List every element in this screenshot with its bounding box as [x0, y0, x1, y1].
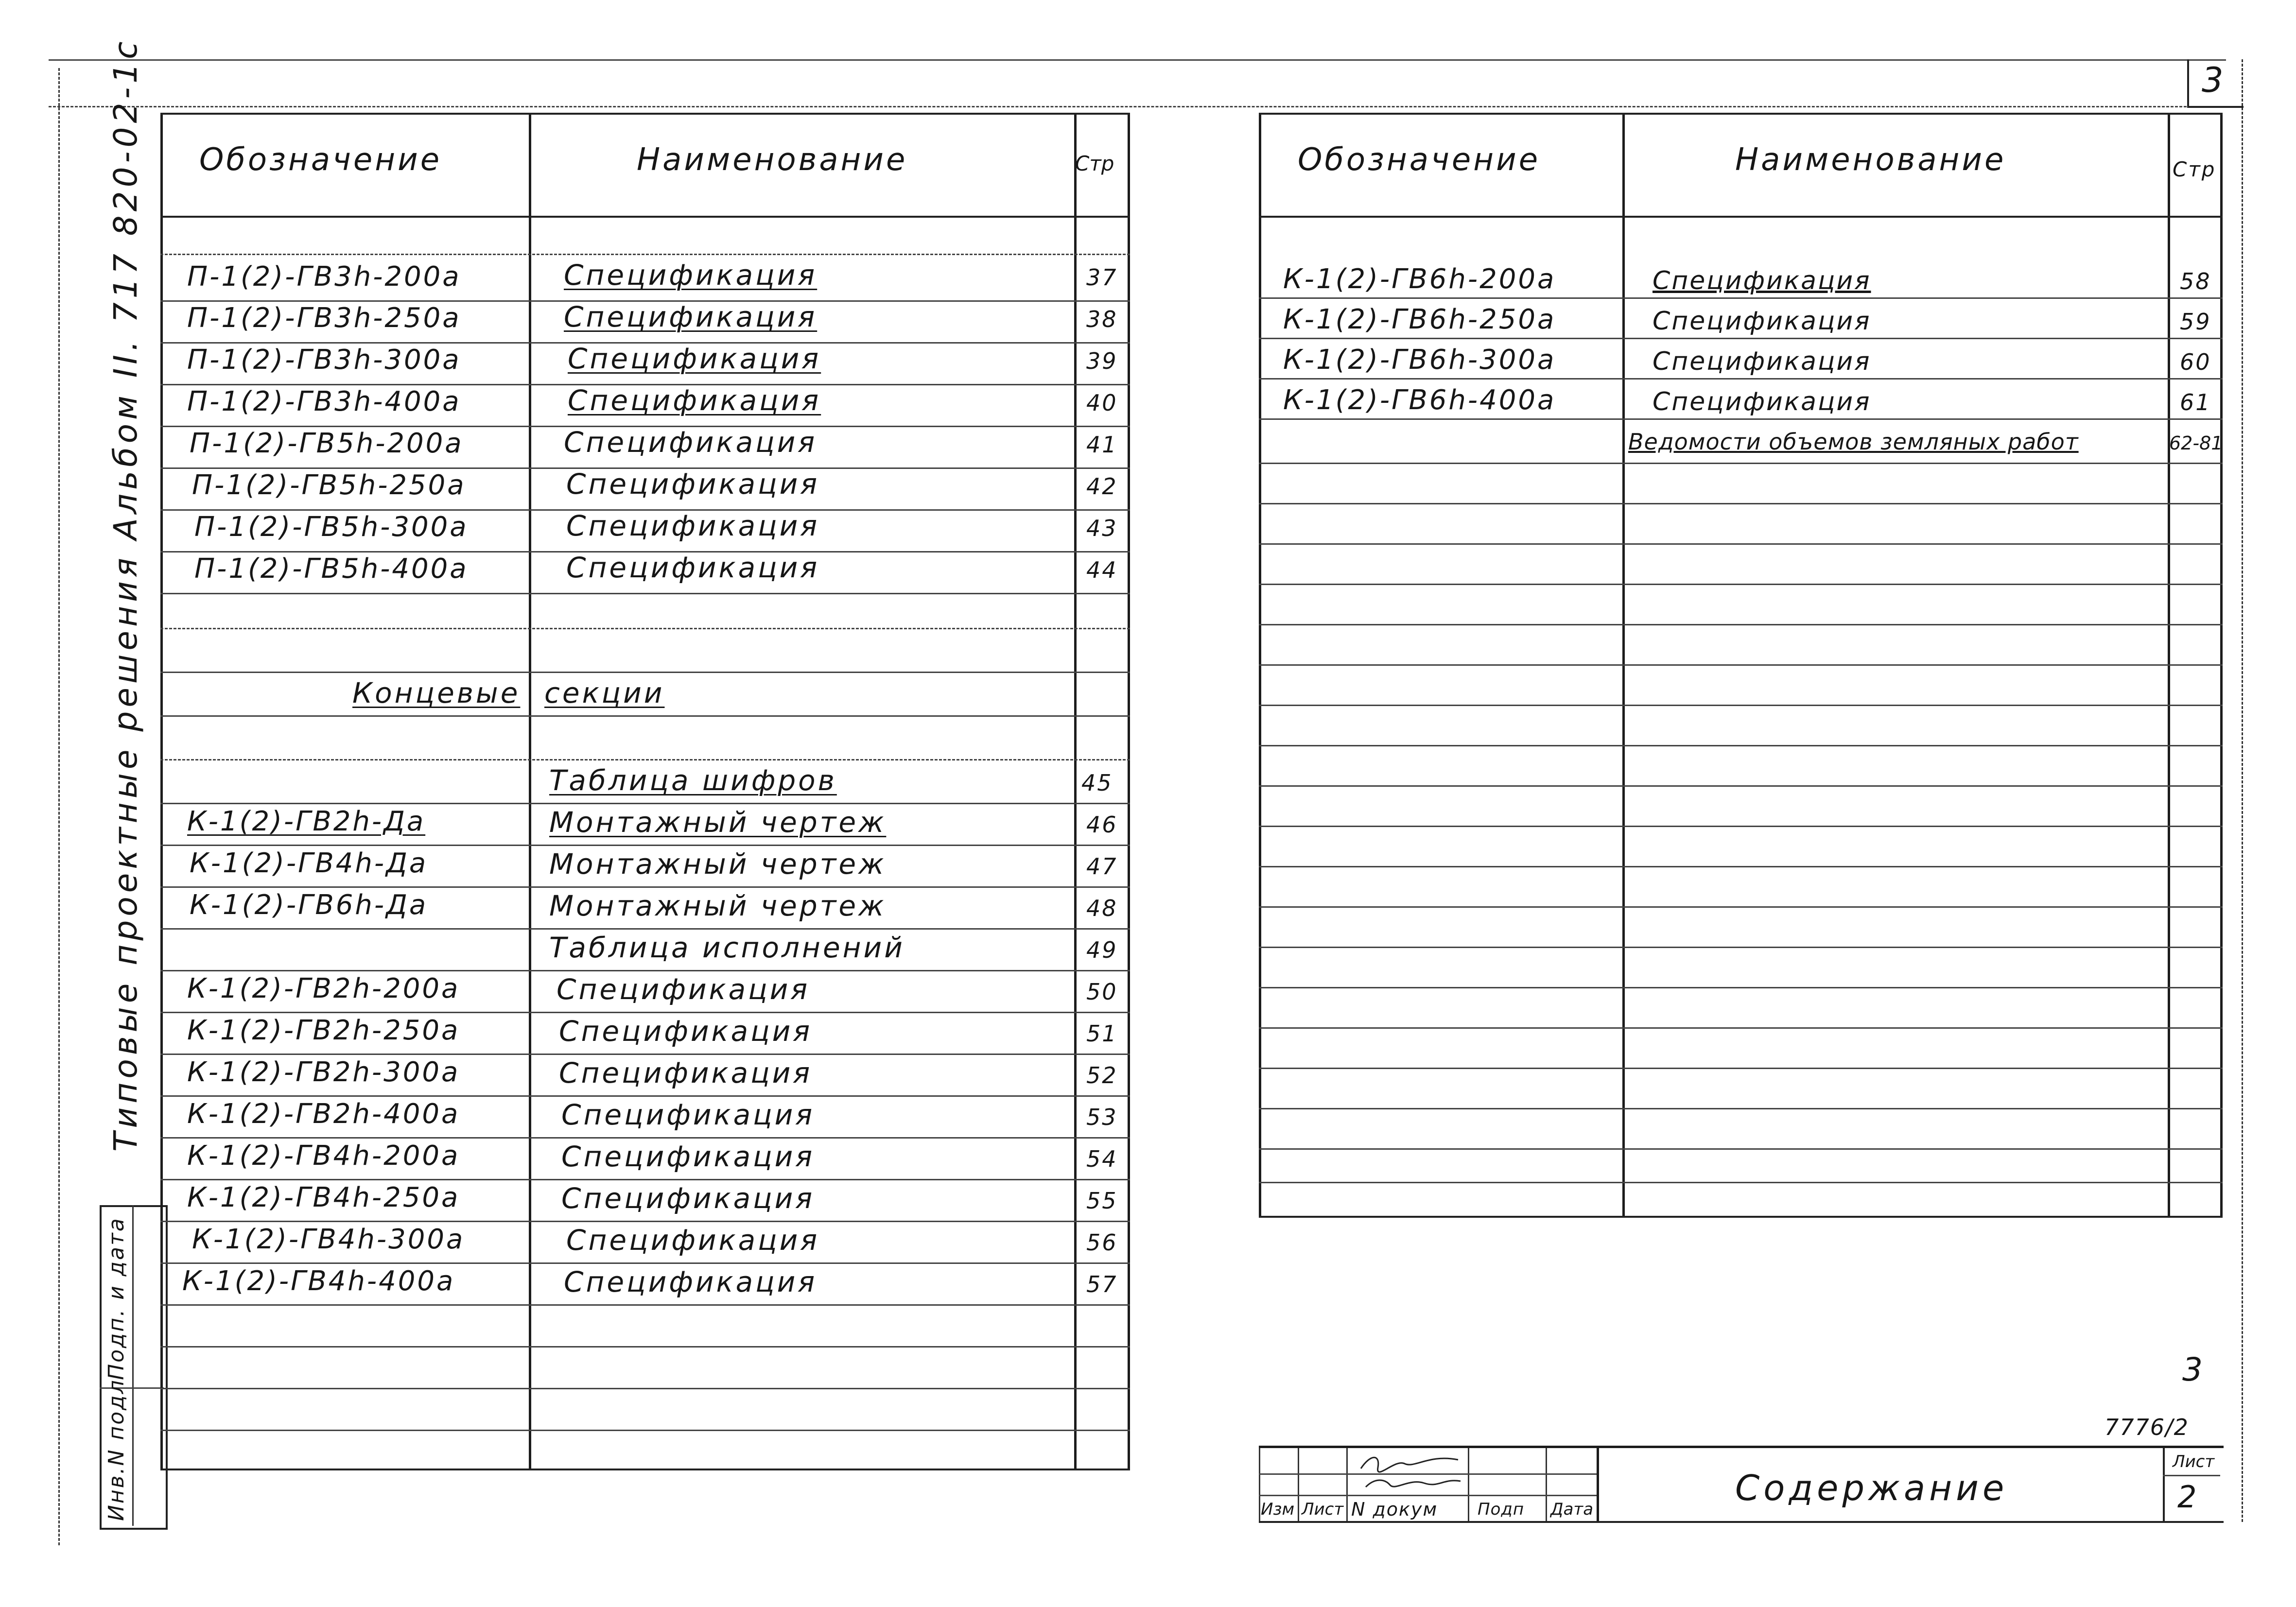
title-block: [1259, 1446, 2224, 1523]
table-row-page: 37: [1086, 264, 1118, 291]
left-table-col-code: [529, 113, 531, 1469]
table-row-code: П-1(2)-ГВ5h-250а: [192, 469, 466, 501]
frame-top: [49, 59, 2226, 61]
row-rule: [160, 672, 1130, 673]
tb-col-list: Лист: [1302, 1500, 1344, 1519]
table-row-name: Спецификация: [1652, 387, 1871, 416]
row-rule: [1259, 906, 2223, 908]
table-row-name: Таблица исполнений: [549, 931, 905, 964]
row-rule: [1259, 987, 2223, 988]
table-row-name: Спецификация: [1652, 266, 1871, 295]
left-table-blank-row: [160, 254, 1130, 255]
row-rule: [160, 1346, 1130, 1348]
row-rule: [160, 1304, 1130, 1306]
table-row-code: К-1(2)-ГВ6h-300а: [1283, 344, 1556, 376]
tb-col-doc: N докум: [1351, 1499, 1438, 1520]
table-row-name: Спецификация: [1652, 307, 1871, 336]
table-row-page: 40: [1086, 390, 1118, 416]
table-row-name: Спецификация: [568, 342, 821, 375]
table-row-page: 44: [1086, 557, 1118, 583]
table-row-code: П-1(2)-ГВ3h-200а: [187, 261, 461, 293]
table-row-page: 45: [1081, 770, 1113, 796]
table-row-code: К-1(2)-ГВ2h-300а: [187, 1056, 460, 1088]
row-rule: [1259, 503, 2223, 504]
row-rule: [1259, 947, 2223, 948]
right-header-designation: Обозначение: [1298, 142, 1541, 178]
right-table: [1259, 113, 2224, 1216]
table-row-code: К-1(2)-ГВ2h-Да: [187, 806, 426, 837]
table-row-code: К-1(2)-ГВ4h-Да: [190, 847, 428, 879]
row-rule: [1259, 543, 2223, 545]
table-row-code: К-1(2)-ГВ6h-250а: [1283, 304, 1556, 335]
tb-div: [1546, 1448, 1547, 1521]
table-row-name: Спецификация: [1652, 347, 1871, 376]
tb-col-izm: Изм: [1261, 1500, 1295, 1519]
stamp-label-inv: Инв.N подл: [104, 1379, 129, 1521]
spine-title: Типовые проектные решения Альбом II. 717 820-02-1с: [107, 37, 144, 1152]
row-rule: [160, 1430, 1130, 1431]
row-rule: [1259, 705, 2223, 706]
sheet-value: 2: [2177, 1479, 2198, 1515]
table-row-page: 54: [1086, 1146, 1118, 1172]
table-row-name: Спецификация: [557, 973, 810, 1006]
row-rule: [160, 1054, 1130, 1055]
row-rule: [1259, 866, 2223, 867]
table-row-name: Спецификация: [566, 551, 820, 584]
table-row-page: 38: [1086, 306, 1118, 332]
row-rule: [160, 628, 1130, 629]
right-header-page: Стр: [2173, 157, 2216, 181]
left-table-col-left: [160, 113, 163, 1469]
row-rule: [160, 1012, 1130, 1013]
row-rule: [160, 1262, 1130, 1264]
row-rule: [160, 970, 1130, 971]
document-title: Содержание: [1735, 1468, 2008, 1508]
table-row-name: Спецификация: [566, 509, 820, 542]
table-row-code: П-1(2)-ГВ5h-400а: [194, 553, 469, 585]
row-rule: [1259, 463, 2223, 464]
table-row-page: 52: [1086, 1062, 1118, 1089]
frame-right-edge: [2242, 59, 2243, 1522]
stamp-strip-divider: [132, 1205, 134, 1526]
row-rule: [1259, 624, 2223, 625]
row-rule: [1259, 1027, 2223, 1029]
table-row-code: К-1(2)-ГВ4h-200а: [187, 1140, 460, 1172]
doc-number: 7776/2: [2105, 1414, 2189, 1440]
row-rule: [1259, 745, 2223, 746]
table-row-name: Спецификация: [564, 426, 818, 459]
table-row-page: 50: [1086, 979, 1118, 1005]
table-row-name: Спецификация: [566, 467, 820, 501]
table-row-code: К-1(2)-ГВ6h-400а: [1283, 384, 1556, 416]
left-table-col-page: [1128, 113, 1130, 1469]
section-title-right: секции: [544, 676, 665, 709]
sheet-number-top: 3: [2202, 60, 2225, 100]
tb-div: [1346, 1448, 1348, 1521]
table-row-name: Ведомости объемов земляных работ: [1628, 429, 2079, 455]
row-rule: [160, 593, 1130, 594]
table-row-name: Монтажный чертеж: [549, 889, 887, 922]
table-row-name: Спецификация: [568, 384, 821, 417]
tb-div: [1298, 1448, 1299, 1521]
row-rule: [160, 715, 1130, 717]
table-row-page: 58: [2180, 268, 2211, 294]
table-row-page: 61: [2180, 389, 2211, 415]
table-row-code: К-1(2)-ГВ2h-400а: [187, 1098, 460, 1130]
table-row-code: П-1(2)-ГВ5h-200а: [190, 428, 464, 459]
left-table-bottom: [160, 1469, 1130, 1470]
row-rule: [1259, 664, 2223, 666]
row-rule: [160, 1388, 1130, 1389]
row-rule: [160, 1221, 1130, 1222]
table-row-name: Спецификация: [564, 1265, 818, 1298]
row-rule: [160, 803, 1130, 804]
left-header-designation: Обозначение: [199, 142, 442, 178]
left-table-header-bottom: [160, 216, 1130, 218]
right-table-header-bottom: [1259, 216, 2223, 218]
table-row-name: Таблица шифров: [549, 764, 837, 797]
left-header-name: Наименование: [637, 142, 908, 178]
table-row-page: 39: [1086, 348, 1118, 374]
row-rule: [160, 1137, 1130, 1139]
left-table-top: [160, 113, 1130, 115]
page-mark: 3: [2182, 1351, 2204, 1388]
table-row-name: Спецификация: [566, 1224, 820, 1257]
row-rule: [1259, 297, 2223, 299]
row-rule: [1259, 826, 2223, 827]
table-row-page: 60: [2180, 349, 2211, 375]
table-row-name: Спецификация: [559, 1056, 813, 1089]
row-rule: [160, 759, 1130, 760]
row-rule: [160, 845, 1130, 846]
row-rule: [1259, 1182, 2223, 1183]
table-row-code: К-1(2)-ГВ4h-300а: [192, 1224, 465, 1255]
tb-col-sign: Подп: [1478, 1500, 1525, 1519]
table-row-page: 41: [1086, 432, 1118, 458]
table-row-code: К-1(2)-ГВ4h-400а: [182, 1265, 455, 1297]
frame-left-edge: [58, 68, 60, 1545]
table-row-page: 51: [1086, 1020, 1118, 1047]
table-row-page: 57: [1086, 1271, 1118, 1297]
row-rule: [1259, 785, 2223, 787]
row-rule: [1259, 378, 2223, 380]
table-row-code: П-1(2)-ГВ3h-400а: [187, 386, 461, 417]
left-table-col-name: [1074, 113, 1077, 1469]
stamp-label-sign: Подп. и дата: [104, 1217, 129, 1380]
right-header-name: Наименование: [1735, 142, 2006, 178]
row-rule: [160, 928, 1130, 930]
table-row-code: К-1(2)-ГВ4h-250а: [187, 1182, 460, 1213]
row-rule: [1259, 1148, 2223, 1150]
table-row-page: 55: [1086, 1188, 1118, 1214]
row-rule: [1259, 338, 2223, 339]
sheet-cell-rule: [2163, 1475, 2220, 1476]
table-row-page: 53: [1086, 1104, 1118, 1130]
table-row-code: П-1(2)-ГВ5h-300а: [194, 511, 469, 543]
tb-row: [1259, 1495, 1597, 1496]
row-rule: [1259, 584, 2223, 585]
table-row-page: 47: [1086, 853, 1118, 880]
table-row-name: Спецификация: [564, 259, 818, 292]
tb-div: [1259, 1448, 1260, 1521]
table-row-name: Спецификация: [561, 1140, 815, 1173]
table-row-name: Монтажный чертеж: [549, 847, 887, 881]
table-row-name: Спецификация: [561, 1182, 815, 1215]
table-row-page: 49: [1086, 937, 1118, 963]
table-row-name: Спецификация: [564, 300, 818, 333]
table-row-page: 46: [1086, 812, 1118, 838]
left-table: [160, 113, 1132, 1469]
table-row-name: Спецификация: [559, 1015, 813, 1048]
table-row-page: 59: [2180, 309, 2211, 335]
section-title-left: Концевые: [352, 676, 521, 709]
table-row-code: П-1(2)-ГВ3h-300а: [187, 344, 461, 376]
tb-col-date: Дата: [1550, 1500, 1594, 1519]
row-rule: [160, 1179, 1130, 1180]
sheet-label: Лист: [2173, 1452, 2215, 1471]
row-rule: [1259, 1068, 2223, 1069]
frame-top-under: [49, 106, 2226, 107]
table-row-code: К-1(2)-ГВ6h-Да: [190, 889, 428, 921]
table-row-code: К-1(2)-ГВ6h-200а: [1283, 263, 1556, 295]
right-table-bottom: [1259, 1216, 2223, 1218]
table-row-code: К-1(2)-ГВ2h-200а: [187, 973, 460, 1004]
signature-scribble: [1351, 1449, 1468, 1494]
table-row-code: К-1(2)-ГВ2h-250а: [187, 1015, 460, 1046]
table-row-page: 56: [1086, 1229, 1118, 1256]
right-table-top: [1259, 113, 2223, 115]
table-row-page: 62-81: [2169, 432, 2223, 454]
tb-div: [1597, 1448, 1599, 1521]
row-rule: [1259, 1108, 2223, 1109]
row-rule: [160, 886, 1130, 888]
table-row-page: 48: [1086, 895, 1118, 921]
row-rule: [1259, 418, 2223, 420]
row-rule: [160, 1095, 1130, 1097]
table-row-page: 42: [1086, 473, 1118, 500]
tb-div: [1468, 1448, 1469, 1521]
table-row-name: Спецификация: [561, 1098, 815, 1131]
table-row-page: 43: [1086, 515, 1118, 541]
table-row-name: Монтажный чертеж: [549, 806, 887, 839]
table-row-code: П-1(2)-ГВ3h-250а: [187, 302, 461, 334]
left-header-page: Стр: [1075, 152, 1114, 175]
